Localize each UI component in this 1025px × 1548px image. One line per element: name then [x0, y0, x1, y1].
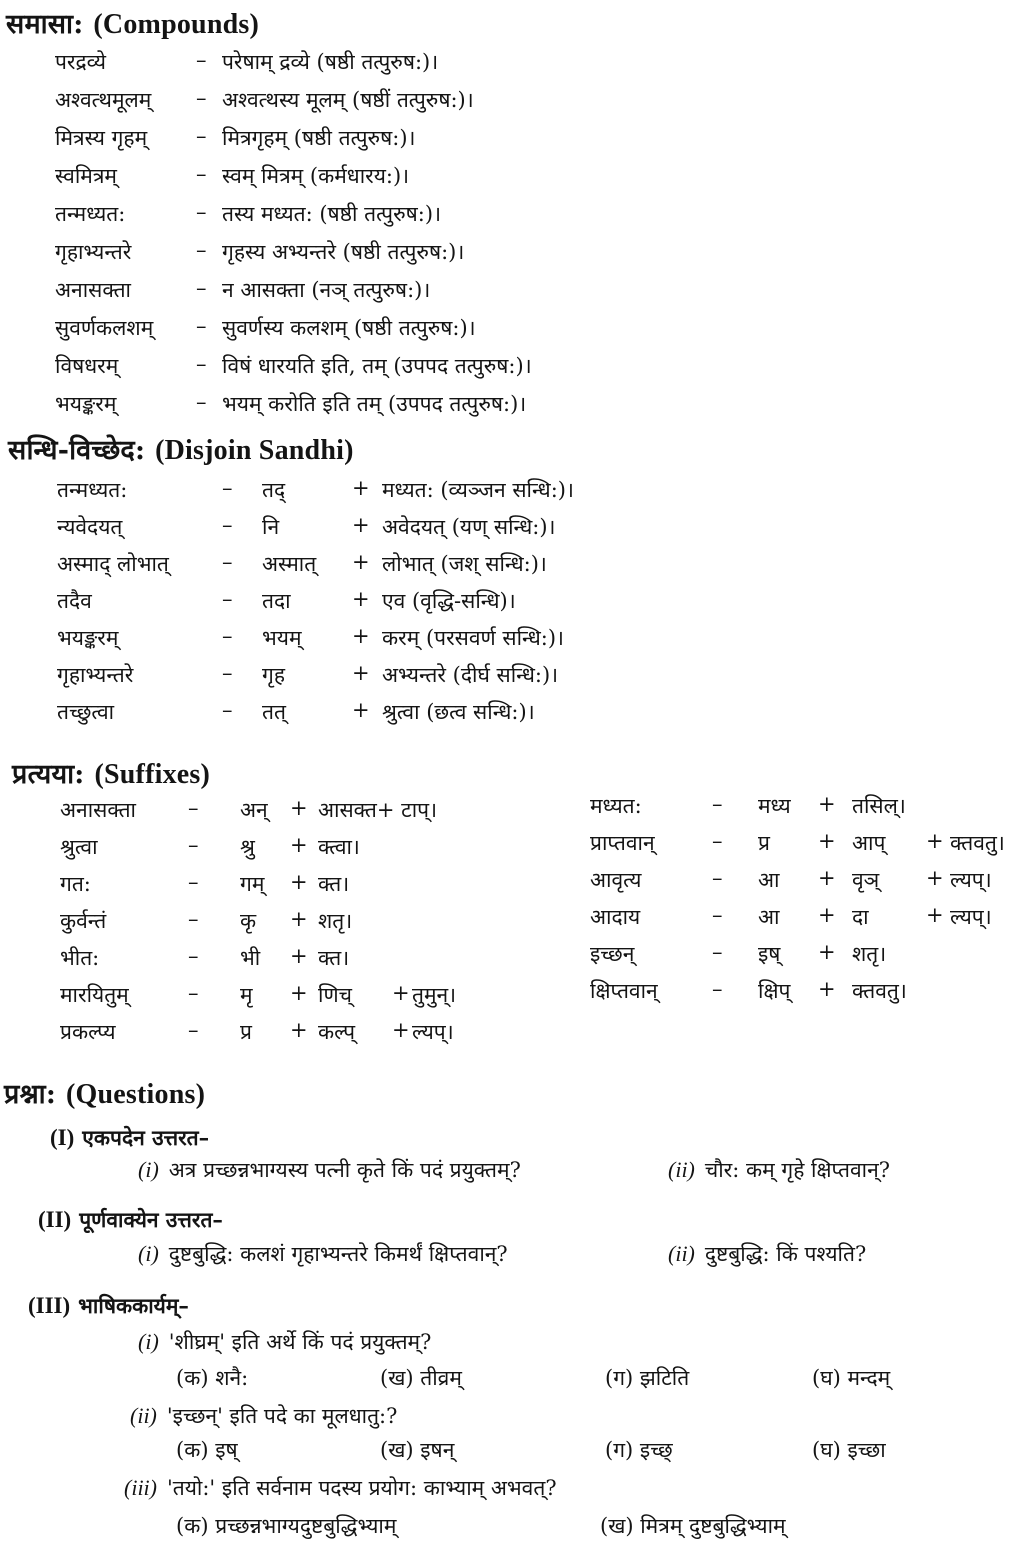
plus-sign: + [818, 903, 836, 927]
questions-heading-hindi: प्रश्ना: [4, 1079, 57, 1110]
question-section-2-title [38, 1206, 223, 1234]
compound-word: गृहाभ्यन्तरे [55, 240, 132, 264]
sandhi-second-part: अवेदयत् (यण् सन्धि:)। [382, 515, 556, 539]
sandhi-word: अस्माद् लोभात् [57, 552, 169, 576]
dash: – [712, 903, 723, 927]
compound-word: विषधरम् [55, 354, 119, 378]
question-item [668, 1240, 866, 1268]
sandhi-second-part: एव (वृद्धि-सन्धि)। [382, 589, 516, 613]
sandhi-second-part: करम् (परसवर्ण सन्धि:)। [382, 626, 564, 650]
suffix-part: तुमुन्। [412, 983, 457, 1007]
suffix-part: श्रु [240, 835, 255, 859]
answer-option: (क) प्रच्छन्नभाग्यदुष्टबुद्धिभ्याम् [176, 1514, 397, 1538]
answer-option: (घ) मन्दम् [812, 1366, 891, 1390]
sandhi-word: तदैव [57, 589, 92, 613]
sandhi-first-part: तद् [262, 478, 286, 502]
suffix-word: अनासक्ता [60, 798, 136, 822]
answer-option: (ग) झटिति [605, 1366, 690, 1390]
plus-sign: + [290, 796, 308, 820]
plus-sign: + [352, 698, 370, 722]
sandhi-word: तन्मध्यत: [57, 478, 128, 502]
dash: – [188, 1018, 199, 1042]
compounds-heading-hindi: समासा: [6, 9, 84, 40]
sandhi-second-part: मध्यत: (व्यञ्जन सन्धि:)। [382, 478, 574, 502]
questions-heading [4, 1074, 205, 1111]
dash: – [188, 870, 199, 894]
suffix-word: कुर्वन्तं [60, 909, 107, 933]
suffix-part: णिच् [318, 983, 352, 1007]
questions-heading-english: (Questions) [66, 1079, 206, 1110]
dash: – [712, 977, 723, 1001]
compound-expansion: भयम् करोति इति तम् (उपपद तत्पुरुष:)। [222, 392, 527, 416]
compounds-heading-english: (Compounds) [93, 9, 259, 40]
dash: – [188, 907, 199, 931]
question-item [130, 1402, 397, 1430]
sandhi-first-part: भयम् [262, 626, 302, 650]
suffix-part: कल्प् [318, 1020, 356, 1044]
suffix-part: प्र [758, 831, 770, 855]
compound-word: अनासक्ता [55, 278, 131, 302]
section-number: (II) [38, 1207, 72, 1232]
answer-option: (ख) मित्रम् दुष्टबुद्धिभ्याम् [600, 1514, 786, 1538]
answer-option: (ख) इषन् [380, 1438, 455, 1462]
sandhi-first-part: अस्मात् [262, 552, 317, 576]
question-text: अत्र प्रच्छन्नभाग्यस्य पत्नी कृते किं पदं प्रयुक्तम्? [168, 1158, 521, 1182]
compound-word: मित्रस्य गृहम् [55, 126, 148, 150]
dash: – [188, 944, 199, 968]
plus-sign: + [352, 661, 370, 685]
suffix-word: मारयितुम् [60, 983, 129, 1007]
question-section-1-title [50, 1124, 209, 1152]
dash: – [712, 829, 723, 853]
plus-sign: + [290, 981, 308, 1005]
plus-sign: + [352, 624, 370, 648]
plus-sign: + [352, 587, 370, 611]
dash: – [712, 792, 723, 816]
dash: – [188, 796, 199, 820]
question-item [668, 1156, 890, 1184]
dash: – [196, 238, 207, 262]
sandhi-first-part: तदा [262, 589, 291, 613]
answer-option: (ख) तीव्रम् [380, 1366, 462, 1390]
sandhi-first-part: नि [262, 515, 280, 539]
sandhi-word: तच्छुत्वा [57, 700, 115, 724]
suffixes-heading [12, 754, 210, 791]
section-number: (I) [50, 1125, 75, 1150]
suffix-part: आ [758, 868, 780, 892]
question-number: (i) [138, 1329, 159, 1354]
dash: – [196, 124, 207, 148]
plus-sign: + [818, 866, 836, 890]
sandhi-heading-english: (Disjoin Sandhi) [155, 435, 354, 466]
suffix-part: गम् [240, 872, 265, 896]
suffix-part: वृञ् [852, 868, 880, 892]
dash: – [196, 48, 207, 72]
answer-option: (घ) इच्छा [812, 1438, 886, 1462]
dash: – [196, 86, 207, 110]
question-number: (ii) [668, 1157, 695, 1182]
suffix-part: आप् [852, 831, 886, 855]
suffix-part: ल्यप्। [950, 868, 992, 892]
suffix-word: भीत: [60, 946, 100, 970]
section-instruction: भाषिककार्यम्– [78, 1293, 189, 1318]
dash: – [196, 314, 207, 338]
plus-sign: + [290, 870, 308, 894]
plus-sign: + [818, 792, 836, 816]
question-item [138, 1240, 508, 1268]
compound-word: तन्मध्यत: [55, 202, 126, 226]
plus-sign: + [926, 866, 944, 890]
question-text: दुष्टबुद्धि: किं पश्यति? [704, 1242, 867, 1266]
plus-sign: + [352, 550, 370, 574]
question-number: (iii) [124, 1475, 157, 1500]
suffix-part: अन् [240, 798, 268, 822]
sandhi-second-part: अभ्यन्तरे (दीर्घ सन्धि:)। [382, 663, 559, 687]
suffix-part: क्तवतु। [950, 831, 1005, 855]
dash: – [222, 550, 233, 574]
answer-option: (ग) इच्छ् [605, 1438, 673, 1462]
plus-sign: + [818, 977, 836, 1001]
suffix-word: क्षिप्तवान् [590, 979, 658, 1003]
suffix-word: आदाय [590, 905, 641, 929]
suffix-word: प्राप्तवान् [590, 831, 655, 855]
dash: – [196, 352, 207, 376]
dash: – [712, 940, 723, 964]
suffix-word: आवृत्य [590, 868, 642, 892]
dash: – [222, 624, 233, 648]
dash: – [188, 833, 199, 857]
suffix-part: कृ [240, 909, 257, 933]
question-number: (ii) [668, 1241, 695, 1266]
section-instruction: एकपदेन उत्तरत– [82, 1125, 210, 1150]
suffix-part: मध्य [758, 794, 791, 818]
suffixes-heading-english: (Suffixes) [94, 759, 211, 790]
compound-word: अश्वत्थमूलम् [55, 88, 152, 112]
suffix-part: दा [852, 905, 869, 929]
compound-expansion: अश्वत्थस्य मूलम् (षष्ठीं तत्पुरुष:)। [222, 88, 474, 112]
suffix-part: क्त। [318, 872, 350, 896]
question-text: 'तयो:' इति सर्वनाम पदस्य प्रयोग: काभ्याम् अभवत्? [167, 1476, 557, 1500]
suffix-part: मृ [240, 983, 253, 1007]
suffix-word: इच्छन् [590, 942, 635, 966]
section-number: (III) [28, 1293, 71, 1318]
compound-word: स्वमित्रम् [55, 164, 117, 188]
dash: – [222, 698, 233, 722]
dash: – [712, 866, 723, 890]
plus-sign: + [926, 829, 944, 853]
sandhi-word: भयङ्करम् [57, 626, 119, 650]
plus-sign: + [290, 1018, 308, 1042]
question-item [138, 1328, 431, 1356]
dash: – [188, 981, 199, 1005]
suffix-part: क्तवतु। [852, 979, 907, 1003]
question-number: (i) [138, 1241, 159, 1266]
suffix-part: क्षिप् [758, 979, 791, 1003]
suffix-part: प्र [240, 1020, 252, 1044]
question-item [124, 1474, 557, 1502]
compound-word: भयङ्करम् [55, 392, 117, 416]
plus-sign: + [352, 476, 370, 500]
dash: – [196, 390, 207, 414]
suffix-part: तसिल्। [852, 794, 906, 818]
compound-expansion: न आसक्ता (नञ् तत्पुरुष:)। [222, 278, 431, 302]
compound-expansion: सुवर्णस्य कलशम् (षष्ठी तत्पुरुष:)। [222, 316, 476, 340]
sandhi-heading [8, 430, 354, 467]
compounds-heading [6, 4, 259, 41]
suffix-word: गत: [60, 872, 91, 896]
compound-expansion: गृहस्य अभ्यन्तरे (षष्ठी तत्पुरुष:)। [222, 240, 465, 264]
sandhi-second-part: श्रुत्वा (छत्व सन्धि:)। [382, 700, 535, 724]
compound-expansion: विषं धारयति इति, तम् (उपपद तत्पुरुष:)। [222, 354, 532, 378]
sandhi-word: गृहाभ्यन्तरे [57, 663, 134, 687]
suffix-word: प्रकल्प्य [60, 1020, 116, 1044]
compound-word: परद्रव्ये [55, 50, 107, 74]
plus-sign: + [352, 513, 370, 537]
question-number: (i) [138, 1157, 159, 1182]
question-section-3-title [28, 1292, 189, 1320]
plus-sign: + [290, 833, 308, 857]
suffix-part: शतृ। [852, 942, 887, 966]
answer-option: (क) शनै: [176, 1366, 249, 1390]
question-text: 'शीघ्रम्' इति अर्थे किं पदं प्रयुक्तम्? [168, 1330, 432, 1354]
dash: – [222, 513, 233, 537]
suffix-part: ल्यप्। [950, 905, 992, 929]
sandhi-second-part: लोभात् (जश् सन्धि:)। [382, 552, 547, 576]
plus-sign: + [392, 981, 410, 1005]
question-number: (ii) [130, 1403, 157, 1428]
section-instruction: पूर्णवाक्येन उत्तरत– [79, 1207, 223, 1232]
question-item [138, 1156, 521, 1184]
suffix-part: भी [240, 946, 261, 970]
dash: – [196, 200, 207, 224]
plus-sign: + [290, 907, 308, 931]
sandhi-first-part: तत् [262, 700, 286, 724]
dash: – [222, 661, 233, 685]
suffix-word: श्रुत्वा [60, 835, 98, 859]
plus-sign: + [818, 829, 836, 853]
dash: – [196, 162, 207, 186]
compound-word: सुवर्णकलशम् [55, 316, 154, 340]
compound-expansion: परेषाम् द्रव्ये (षष्ठी तत्पुरुष:)। [222, 50, 439, 74]
suffix-part: ल्यप्। [412, 1020, 454, 1044]
sandhi-heading-hindi: सन्धि-विच्छेद: [8, 435, 146, 466]
dash: – [222, 587, 233, 611]
suffix-part: शतृ। [318, 909, 353, 933]
dash: – [196, 276, 207, 300]
answer-option: (क) इष् [176, 1438, 238, 1462]
compound-expansion: तस्य मध्यत: (षष्ठी तत्पुरुष:)। [222, 202, 442, 226]
suffixes-heading-hindi: प्रत्यया: [12, 759, 85, 790]
suffix-part: क्त। [318, 946, 350, 970]
question-text: 'इच्छन्' इति पदे का मूलधातु:? [166, 1404, 398, 1428]
sandhi-word: न्यवेदयत् [57, 515, 123, 539]
suffix-part: आसक्त+ टाप्। [318, 798, 438, 822]
suffix-word: मध्यत: [590, 794, 642, 818]
suffix-part: क्त्वा। [318, 835, 360, 859]
sandhi-first-part: गृह [262, 663, 285, 687]
plus-sign: + [392, 1018, 410, 1042]
compound-expansion: स्वम् मित्रम् (कर्मधारय:)। [222, 164, 410, 188]
plus-sign: + [818, 940, 836, 964]
compound-expansion: मित्रगृहम् (षष्ठी तत्पुरुष:)। [222, 126, 416, 150]
suffix-part: इष् [758, 942, 781, 966]
question-text: दुष्टबुद्धि: कलशं गृहाभ्यन्तरे किमर्थं क्षिप्तवान्? [168, 1242, 508, 1266]
question-text: चौर: कम् गृहे क्षिप्तवान्? [704, 1158, 890, 1182]
plus-sign: + [290, 944, 308, 968]
dash: – [222, 476, 233, 500]
plus-sign: + [926, 903, 944, 927]
suffix-part: आ [758, 905, 780, 929]
